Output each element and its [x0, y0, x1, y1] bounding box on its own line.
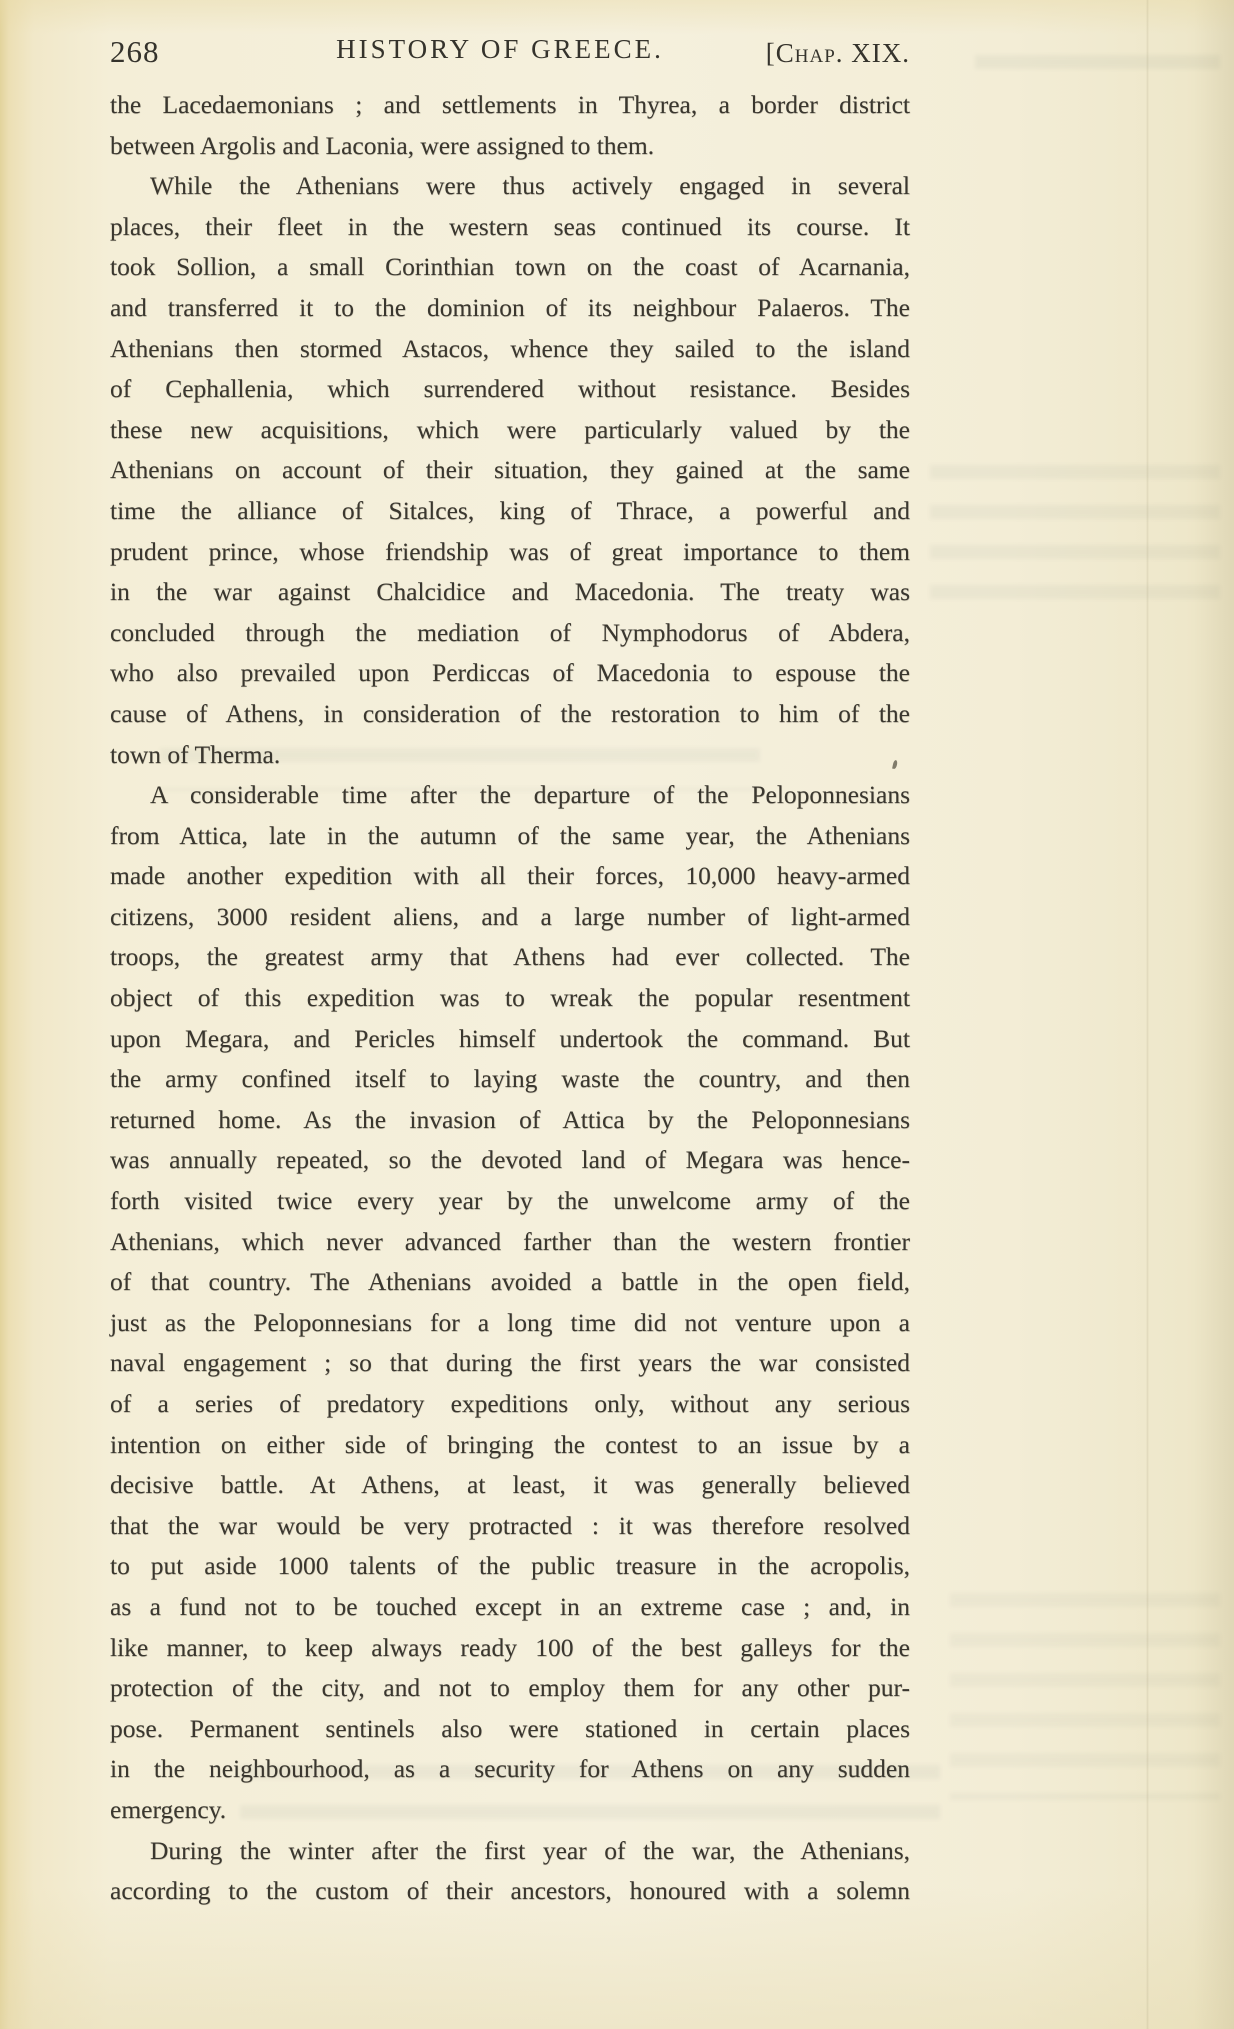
text-line: upon Megara, and Pericles himself undertook the command. But [110, 1023, 910, 1053]
text-line: places, their fleet in the western seas continued its course. It [110, 211, 910, 241]
text-line: between Argolis and Laconia, were assigned to them. [110, 130, 655, 160]
text-line: of that country. The Athenians avoided a battle in the open field, [110, 1267, 910, 1297]
text-line: While the Athenians were thus actively engaged in several [150, 171, 910, 201]
text-line: returned home. As the invasion of Attica by the Peloponnesians [110, 1104, 910, 1134]
text-line: that the war would be very protracted : it was therefore resolved [110, 1510, 910, 1540]
text-line: took Sollion, a small Corinthian town on the coast of Acarnania, [110, 252, 910, 282]
running-header [110, 34, 910, 70]
text-line: forth visited twice every year by the unwelcome army of the [110, 1186, 910, 1216]
show-through-ghost [975, 42, 1220, 84]
text-line: intention on either side of bringing the contest to an issue by a [110, 1429, 910, 1459]
text-line: the army confined itself to laying waste the country, and then [110, 1064, 910, 1094]
text-line: decisive battle. At Athens, at least, it was generally believed [110, 1470, 910, 1500]
text-line: pose. Permanent sentinels also were stationed in certain places [110, 1713, 910, 1743]
text-line: according to the custom of their ancestors, honoured with a solemn [110, 1876, 910, 1906]
text-line: naval engagement ; so that during the first years the war consisted [110, 1348, 910, 1378]
text-line: cause of Athens, in consideration of the restoration to him of the [110, 698, 910, 728]
text-line: During the winter after the first year of the war, the Athenians, [150, 1835, 910, 1865]
text-line: of a series of predatory expeditions only, without any serious [110, 1389, 910, 1418]
page-number: 268 [110, 34, 160, 69]
text-line: concluded through the mediation of Nymphodorus of Abdera, [110, 617, 910, 647]
text-line: to put aside 1000 talents of the public treasure in the acropolis, [110, 1551, 910, 1581]
scan-edge-shading [1194, 0, 1234, 2029]
text-line: and transferred it to the dominion of its neighbour Palaeros. The [110, 292, 910, 322]
text-line: town of Therma. [110, 739, 281, 769]
chapter-label: [Chap. XIX. [765, 38, 910, 68]
text-line: A considerable time after the departure of the Peloponnesians [150, 780, 910, 810]
text-line: troops, the greatest army that Athens had ever collected. The [110, 942, 910, 972]
text-line: citizens, 3000 resident aliens, and a large number of light-armed [110, 901, 910, 931]
text-line: Athenians, which never advanced farther than the western frontier [110, 1226, 910, 1256]
show-through-ghost [930, 452, 1220, 602]
text-line: as a fund not to be touched except in an extreme case ; and, in [110, 1591, 910, 1621]
text-line: time the alliance of Sitalces, king of Thrace, a powerful and [110, 495, 910, 525]
body-text-block [110, 85, 910, 1912]
text-line: emergency. [110, 1794, 227, 1824]
text-line: Athenians then stormed Astacos, whence they sailed to the island [110, 333, 910, 363]
text-line: just as the Peloponnesians for a long time did not venture upon a [110, 1307, 910, 1337]
text-line: in the war against Chalcidice and Macedonia. The treaty was [110, 577, 910, 607]
text-line: protection of the city, and not to employ them for any other pur- [110, 1673, 910, 1703]
text-line: in the neighbourhood, as a security for Athens on any sudden [110, 1754, 910, 1784]
text-line: these new acquisitions, which were particularly valued by the [110, 414, 910, 444]
text-line: object of this expedition was to wreak the popular resentment [110, 983, 910, 1013]
show-through-ghost [950, 1580, 1220, 1800]
text-line: who also prevailed upon Perdiccas of Macedonia to espouse the [110, 658, 910, 688]
text-line: from Attica, late in the autumn of the same year, the Athenians [110, 820, 910, 850]
text-line: like manner, to keep always ready 100 of the best galleys for the [110, 1632, 910, 1662]
text-line: Athenians on account of their situation, they gained at the same [110, 455, 910, 485]
text-line: was annually repeated, so the devoted land of Megara was hence- [110, 1145, 910, 1175]
running-title: HISTORY OF GREECE. [336, 34, 664, 64]
text-line: prudent prince, whose friendship was of great importance to them [110, 536, 910, 566]
page-crease [1146, 0, 1149, 2029]
text-line: made another expedition with all their forces, 10,000 heavy-armed [110, 861, 910, 891]
text-line: the Lacedaemonians ; and settlements in Thyrea, a border district [110, 90, 910, 119]
text-line: of Cephallenia, which surrendered without resistance. Besides [110, 374, 910, 404]
